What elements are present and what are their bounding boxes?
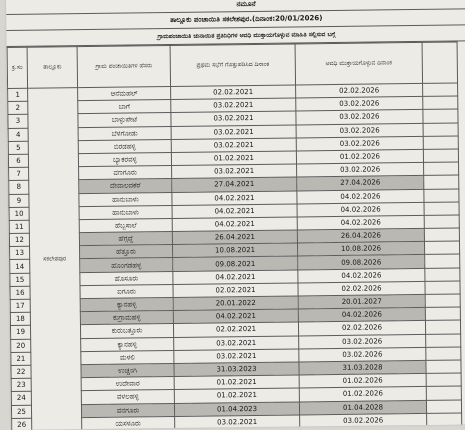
term-end-date-cell: 04.02.2026 — [297, 215, 424, 230]
first-meeting-date-cell: 10.08.2021 — [173, 243, 298, 258]
first-meeting-date-cell: 02.02.2021 — [173, 283, 298, 298]
term-end-date-cell: 03.02.2026 — [296, 110, 423, 125]
table-body — [8, 83, 462, 430]
header-extra-column — [422, 42, 457, 83]
header-term-end-date: ಅವಧಿ ಮುಕ್ತಾಯಗೊಳ್ಳುವ ದಿನಾಂಕ — [295, 42, 422, 85]
gp-name-cell: ಕ್ಯಾನಹಳ್ಳಿ — [80, 297, 173, 311]
gp-name-cell: ಆನೆಮಹಲ್ — [78, 86, 171, 100]
extra-cell — [424, 188, 459, 202]
serial-no-cell: 2 — [8, 101, 28, 114]
gp-name-cell: ಹೊಂಗಡಹಳ್ಳ — [80, 258, 173, 272]
first-meeting-date-cell: 01.02.2021 — [171, 151, 296, 166]
extra-cell — [424, 162, 459, 176]
serial-no-cell: 18 — [10, 312, 30, 325]
serial-no-cell: 11 — [9, 220, 29, 233]
first-meeting-date-cell: 01.02.2021 — [174, 388, 299, 403]
document-subtitle: ತಾಲ್ಲೂಕು ಪಂಚಾಯಿತಿ ಸಕಲೇಶಪುರ.(ದಿನಾಂಕ:20/01/2026) — [6, 9, 465, 31]
taluk-cell: ಸಕಲೇಶಪುರ — [28, 88, 82, 430]
gp-name-cell: ಉಚ್ಚಂಗಿ — [81, 363, 174, 377]
term-end-date-cell: 02.02.2026 — [298, 321, 425, 336]
first-meeting-date-cell: 04.02.2021 — [172, 217, 297, 232]
extra-cell — [426, 360, 461, 374]
first-meeting-date-cell: 03.02.2021 — [171, 138, 296, 153]
term-end-date-cell: 04.02.2026 — [298, 268, 425, 283]
extra-cell — [426, 399, 461, 413]
gp-name-cell: ಬಿರಡಹಳ್ಳಿ — [78, 139, 171, 153]
serial-no-cell: 24 — [11, 392, 31, 405]
first-meeting-date-cell: 03.02.2021 — [174, 336, 299, 351]
serial-no-cell: 19 — [10, 326, 30, 339]
gp-name-cell: ಕ್ಯಾನಹಳ್ಳಿ — [81, 337, 174, 351]
serial-no-cell: 4 — [8, 128, 28, 141]
header-gp-name: ಗ್ರಾಮ ಪಂಚಾಯಿತಿಗಳ ಹೆಸರು — [77, 45, 170, 87]
header-first-meeting-date: ಪ್ರಥಮ ಸಭೆಗೆ ಗೊತ್ತುಪಡಿಸಿದ ದಿನಾಂಕ — [170, 44, 295, 87]
gp-name-cell: ಯಸಳೂರು — [82, 416, 175, 430]
extra-cell — [423, 149, 458, 163]
gp-name-cell: ವಣಗೂರು — [79, 166, 172, 180]
first-meeting-date-cell: 03.02.2021 — [175, 415, 300, 430]
serial-no-cell: 3 — [8, 115, 28, 128]
serial-no-cell: 1 — [8, 88, 28, 101]
first-meeting-date-cell: 03.02.2021 — [174, 349, 299, 364]
first-meeting-date-cell: 20.01.2022 — [173, 296, 298, 311]
extra-cell — [425, 254, 460, 268]
term-end-date-cell: 04.02.2026 — [297, 202, 424, 217]
term-end-date-cell: 04.02.2026 — [298, 308, 425, 323]
gp-name-cell: ಉದೇವಾರ — [81, 377, 174, 391]
header-taluk: ತಾಲ್ಲೂಕು — [27, 47, 77, 89]
serial-no-cell: 26 — [12, 418, 32, 430]
extra-cell — [424, 215, 459, 229]
first-meeting-date-cell: 04.02.2021 — [173, 309, 298, 324]
table-header-row — [7, 42, 457, 88]
term-end-date-cell: 03.02.2026 — [299, 347, 426, 362]
extra-cell — [425, 294, 460, 308]
serial-no-cell: 15 — [10, 273, 30, 286]
extra-cell — [424, 241, 459, 255]
gp-name-cell: ಹಾನುಬಾಳು — [79, 192, 172, 206]
gp-name-cell: ಬಾಗೆ — [78, 100, 171, 114]
first-meeting-date-cell: 27.04.2021 — [172, 177, 297, 192]
gp-name-cell: ಹೆಗ್ಗದ್ದೆ — [79, 232, 172, 246]
term-end-date-cell: 09.08.2026 — [298, 255, 425, 270]
extra-cell — [423, 83, 458, 97]
term-end-date-cell: 03.02.2026 — [296, 123, 423, 138]
extra-cell — [423, 109, 458, 123]
extra-cell — [426, 334, 461, 348]
extra-cell — [423, 123, 458, 137]
serial-no-cell: 7 — [9, 167, 29, 180]
first-meeting-date-cell: 03.02.2021 — [171, 111, 296, 126]
gp-name-cell: ಬ್ಯಾಕರವಳ್ಳಿ — [78, 152, 171, 166]
term-end-date-cell: 03.02.2026 — [296, 136, 423, 151]
extra-cell — [424, 175, 459, 189]
serial-no-cell: 13 — [10, 246, 30, 259]
first-meeting-date-cell: 31.03.2023 — [174, 362, 299, 377]
extra-cell — [425, 307, 460, 321]
serial-no-cell: 23 — [11, 378, 31, 391]
serial-no-cell: 16 — [10, 286, 30, 299]
extra-cell — [424, 228, 459, 242]
term-end-date-cell: 02.02.2026 — [298, 281, 425, 296]
document-page — [6, 0, 465, 430]
extra-cell — [426, 347, 461, 361]
extra-cell — [426, 386, 461, 400]
extra-cell — [425, 320, 460, 334]
term-end-date-cell: 02.02.2026 — [296, 83, 423, 98]
term-end-date-cell: 20.01.2027 — [298, 294, 425, 309]
gp-name-cell: ಹೆತ್ತೂರು — [80, 245, 173, 259]
extra-cell — [426, 373, 461, 387]
term-end-date-cell: 27.04.2026 — [297, 176, 424, 191]
serial-no-cell: 22 — [11, 365, 31, 378]
first-meeting-date-cell: 02.02.2021 — [171, 85, 296, 100]
gp-name-cell: ಕುಗ್ರಾಮಹಳ್ಳಿ — [80, 311, 173, 325]
serial-no-cell: 10 — [9, 207, 29, 220]
gp-name-cell: ಕುರುಬತ್ತೂರು — [80, 324, 173, 338]
first-meeting-date-cell: 26.04.2021 — [172, 230, 297, 245]
extra-cell — [423, 136, 458, 150]
term-end-date-cell: 01.04.2028 — [299, 400, 426, 415]
extra-cell — [425, 281, 460, 295]
first-meeting-date-cell: 03.02.2021 — [171, 125, 296, 140]
term-end-date-cell: 03.02.2026 — [300, 413, 427, 428]
gp-name-cell: ಐಗೂರು — [80, 284, 173, 298]
serial-no-cell: 8 — [9, 181, 29, 194]
serial-no-cell: 12 — [9, 233, 29, 246]
first-meeting-date-cell: 04.02.2021 — [172, 204, 297, 219]
serial-no-cell: 6 — [8, 154, 28, 167]
term-end-date-cell: 10.08.2026 — [297, 242, 424, 257]
first-meeting-date-cell: 04.02.2021 — [173, 270, 298, 285]
extra-cell — [425, 268, 460, 282]
first-meeting-date-cell: 03.02.2021 — [172, 164, 297, 179]
serial-no-cell: 9 — [9, 194, 29, 207]
first-meeting-date-cell: 04.02.2021 — [172, 190, 297, 205]
header-serial-no: ಕ್ರ.ಸಂ — [7, 47, 27, 88]
serial-no-cell: 5 — [8, 141, 28, 154]
term-end-date-cell: 01.02.2026 — [296, 149, 423, 164]
term-end-date-cell: 31.03.2028 — [299, 360, 426, 375]
serial-no-cell: 25 — [11, 405, 31, 418]
first-meeting-date-cell: 01.02.2021 — [174, 375, 299, 390]
term-end-date-cell: 01.02.2026 — [299, 374, 426, 389]
gp-name-cell: ಹೊಸೂರು — [80, 271, 173, 285]
extra-cell — [427, 413, 462, 427]
first-meeting-date-cell: 09.08.2021 — [173, 256, 298, 271]
term-end-date-cell: 01.02.2026 — [299, 387, 426, 402]
gp-name-cell: ವಳಲಹಳ್ಳಿ — [81, 390, 174, 404]
first-meeting-date-cell: 01.04.2023 — [174, 401, 299, 416]
serial-no-cell: 14 — [10, 260, 30, 273]
first-meeting-date-cell: 03.02.2021 — [171, 98, 296, 113]
gp-name-cell: ದೇವಾಲದಕೆರೆ — [79, 179, 172, 193]
term-end-date-cell: 26.04.2026 — [297, 228, 424, 243]
term-end-date-cell: 03.02.2026 — [297, 163, 424, 178]
document-subtitle-2: ಗ್ರಾಮಪಂಚಾಯಿತಿ ಚುನಾಯಿತ ಪ್ರತಿನಿಧಿಗಳ ಅವಧಿ ಮುಕ್ತಾಯಗೊಳ್ಳುವ ಮಾಹಿತಿ ಸಲ್ಲಿಸುವ ಬಗ್ಗೆ — [6, 25, 465, 47]
term-end-date-cell: 03.02.2026 — [296, 97, 423, 112]
serial-no-cell: 21 — [11, 352, 31, 365]
gp-term-table — [7, 41, 463, 429]
gp-name-cell: ಮಳಲಿ — [81, 350, 174, 364]
serial-no-cell: 20 — [11, 339, 31, 352]
gp-name-cell: ಹೆಬ್ಬಸಾಲೆ — [79, 218, 172, 232]
term-end-date-cell: 03.02.2026 — [299, 334, 426, 349]
extra-cell — [423, 96, 458, 110]
document-title: ನಮೂನೆ — [6, 0, 465, 15]
term-end-date-cell: 04.02.2026 — [297, 189, 424, 204]
gp-name-cell: ಬೆಳಗೋಡು — [78, 126, 171, 140]
gp-name-cell: ಹಾನುಬಾಳು — [79, 205, 172, 219]
gp-name-cell: ಬಾಳ್ಳುಪೇಟೆ — [78, 113, 171, 127]
gp-name-cell: ವನಗೂರು — [81, 403, 174, 417]
serial-no-cell: 17 — [10, 299, 30, 312]
first-meeting-date-cell: 02.02.2021 — [173, 322, 298, 337]
extra-cell — [424, 202, 459, 216]
